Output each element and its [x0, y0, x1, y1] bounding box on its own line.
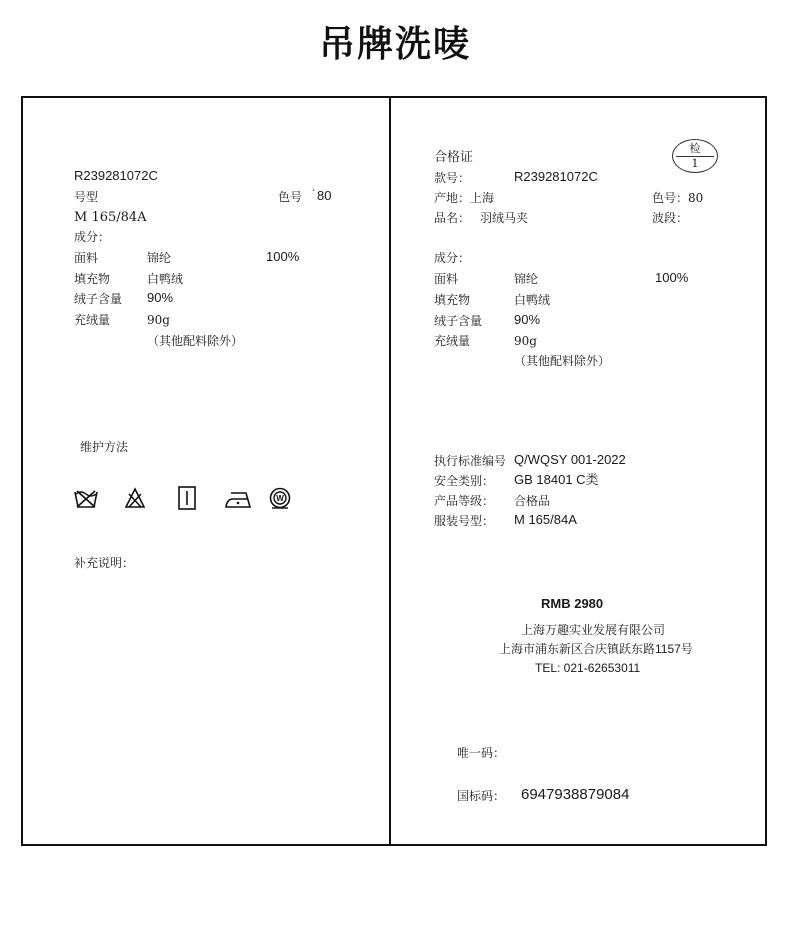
color-mark-icon: ʼ: [312, 188, 315, 197]
down-content-label: 绒子含量: [434, 314, 483, 328]
band-label: 波段：: [652, 211, 689, 225]
filling-label: 填充物: [434, 293, 471, 307]
style-number: R239281072C: [74, 168, 158, 183]
color-value: 80: [317, 188, 332, 203]
care-label: 维护方法: [80, 440, 129, 454]
origin: 产地：上海: [434, 191, 495, 205]
safety-label: 安全类别：: [434, 474, 495, 488]
stamp-top-text: 检: [689, 142, 701, 155]
color-number: 色号：80: [652, 191, 704, 205]
barcode-label: 国标码：: [457, 789, 506, 803]
product-name-label: 品名：: [434, 211, 471, 225]
garment-size-label: 服装号型：: [434, 514, 495, 528]
page-title: 吊牌洗唛: [318, 24, 471, 65]
style-value: R239281072C: [514, 169, 598, 184]
do-not-bleach-icon: [124, 487, 146, 509]
low-iron-icon: [224, 489, 252, 509]
filling-value: 白鸭绒: [147, 272, 184, 286]
fabric-material: 锦纶: [514, 272, 539, 286]
fill-amount-value: 90g: [514, 334, 537, 348]
fill-amount-label: 充绒量: [74, 313, 111, 327]
unique-code-label: 唯一码：: [457, 746, 506, 760]
hang-tag: [21, 96, 767, 846]
garment-size-value: M 165/84A: [514, 512, 577, 527]
accessories-note: （其他配料除外）: [514, 354, 611, 368]
down-content-value: 90%: [147, 290, 174, 305]
company-tel: TEL: 021-62653011: [535, 661, 641, 675]
accessories-note: （其他配料除外）: [147, 334, 244, 348]
line-dry-icon: [178, 486, 196, 510]
safety-value: GB 18401 C类: [514, 472, 599, 487]
company-address: 上海市浦东新区合庆镇跃东路1157号: [499, 642, 693, 656]
tag-divider: [389, 96, 391, 846]
fill-amount-label: 充绒量: [434, 334, 471, 348]
fabric-percent: 100%: [266, 249, 300, 264]
down-content-value: 90%: [514, 312, 541, 327]
inspection-stamp: [672, 139, 718, 173]
style-label: 款号：: [434, 171, 471, 185]
size-label: 号型: [74, 190, 99, 204]
standard-label: 执行标准编号: [434, 454, 507, 468]
fabric-material: 锦纶: [147, 251, 172, 265]
fabric-label: 面料: [74, 251, 99, 265]
fill-amount-value: 90g: [147, 313, 170, 327]
grade-label: 产品等级：: [434, 494, 495, 508]
down-content-label: 绒子含量: [74, 292, 123, 306]
color-label: 色号: [278, 190, 303, 204]
size-value: M 165/84A: [74, 210, 147, 225]
supplement-label: 补充说明：: [74, 556, 135, 570]
do-not-wash-icon: [74, 488, 98, 510]
filling-value: 白鸭绒: [514, 293, 551, 307]
svg-text:W: W: [276, 494, 284, 503]
certificate-heading: 合格证: [434, 150, 474, 165]
fabric-percent: 100%: [655, 270, 689, 285]
company-name: 上海万趣实业发展有限公司: [521, 623, 666, 637]
wet-clean-icon: [269, 487, 291, 509]
barcode-value: 6947938879084: [521, 786, 630, 803]
price: RMB 2980: [541, 596, 604, 611]
filling-label: 填充物: [74, 272, 111, 286]
composition-label: 成分：: [74, 230, 111, 244]
stamp-bottom-text: 1: [691, 157, 699, 170]
standard-value: Q/WQSY 001-2022: [514, 452, 626, 467]
composition-label: 成分：: [434, 251, 471, 265]
grade-value: 合格品: [514, 494, 551, 508]
product-name-value: 羽绒马夹: [480, 211, 529, 225]
fabric-label: 面料: [434, 272, 459, 286]
